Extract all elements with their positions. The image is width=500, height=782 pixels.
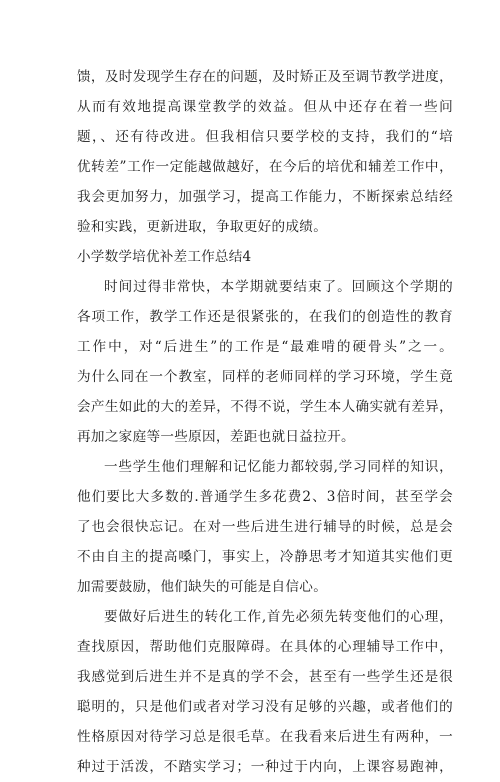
text-line: 加需要鼓励，他们缺失的可能是自信心。 — [77, 579, 328, 595]
text-line: 一些学生他们理解和记忆能力都较弱,学习同样的知识， — [104, 459, 453, 475]
section-heading: 小学数学培优补差工作总结4 — [77, 249, 252, 265]
text-line: 我会更加努力，加强学习，提高工作能力，不断探索总结经 — [77, 189, 453, 205]
text-line: 工作中，对“后进生”的工作是“最难啃的硬骨头”之一。 — [77, 339, 453, 355]
text-line: 我感觉到后进生并不是真的学不会，甚至有一些学生还是很 — [77, 669, 453, 685]
text-line: 聪明的，只是他们或者对学习没有足够的兴趣，或者他们的 — [77, 699, 453, 715]
text-line: 馈，及时发现学生存在的问题，及时矫正及至调节教学进度， — [77, 69, 453, 85]
text-line: 时间过得非常快，本学期就要结束了。回顾这个学期的 — [104, 279, 453, 295]
text-line: 再加之家庭等一些原因，差距也就日益拉开。 — [77, 429, 355, 445]
text-line: 为什么同在一个教室，同样的老师同样的学习环境，学生竟 — [77, 369, 453, 385]
text-line: 验和实践，更新进取，争取更好的成绩。 — [77, 219, 328, 235]
text-line: 他们要比大多数的.普通学生多花费2、3倍时间，甚至学会 — [77, 489, 453, 505]
text-line: 优转差”工作一定能越做越好，在今后的培优和辅差工作中， — [77, 159, 453, 175]
paragraph — [77, 272, 453, 452]
paragraph-continuation — [77, 62, 453, 242]
text-line: 性格原因对待学习总是很毛草。在我看来后进生有两种，一 — [77, 729, 453, 745]
text-line: 种过于活泼，不踏实学习；一种过于内向，上课容易跑神， — [77, 759, 453, 775]
text-line: 题，、还有待改进。但我相信只要学校的支持，我们的“培 — [77, 129, 453, 145]
text-line: 会产生如此的大的差异，不得不说，学生本人确实就有差异， — [77, 399, 453, 415]
document-body — [77, 62, 453, 782]
text-line: 查找原因，帮助他们克服障碍。在具体的心理辅导工作中， — [77, 639, 453, 655]
text-line: 不由自主的提高嗓门，事实上，冷静思考才知道其实他们更 — [77, 549, 453, 565]
text-line: 各项工作，教学工作还是很紧张的，在我们的创造性的教育 — [77, 309, 453, 325]
text-line: 要做好后进生的转化工作,首先必须先转变他们的心理， — [104, 609, 453, 625]
paragraph — [77, 452, 453, 602]
paragraph — [77, 602, 453, 782]
text-line: 了也会很快忘记。在对一些后进生进行辅导的时候，总是会 — [77, 519, 453, 535]
text-line: 从而有效地提高课堂教学的效益。但从中还存在着一些问 — [77, 99, 453, 115]
